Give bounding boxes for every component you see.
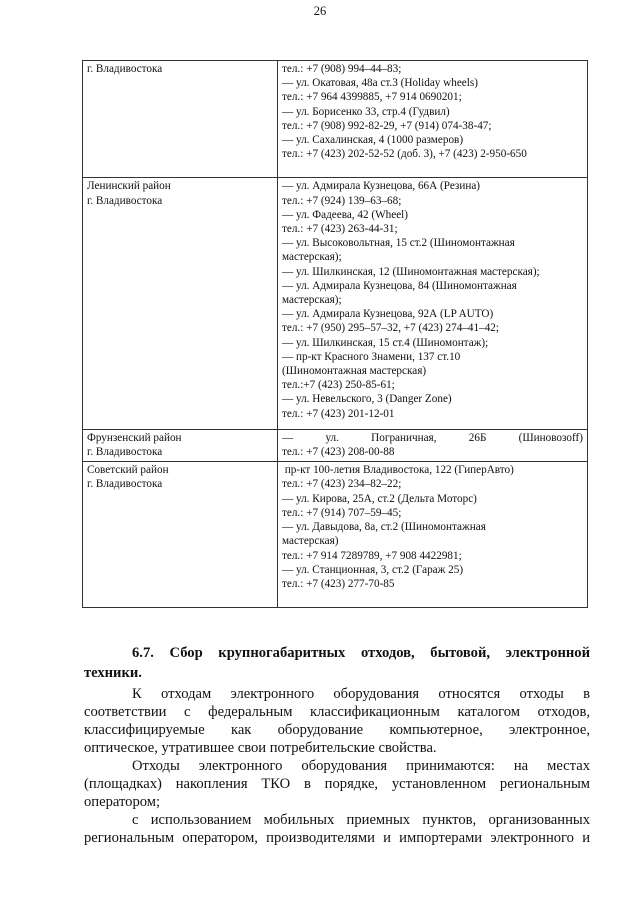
- section-heading-line: техники.: [84, 665, 142, 681]
- paragraph-line: Отходы электронного оборудования принимаются: на местах: [132, 758, 590, 774]
- district-line: г. Владивостока: [87, 63, 163, 75]
- table-row: [83, 429, 588, 461]
- address-line: — ул. Борисенко 33, стр.4 (Гудвил): [282, 105, 450, 118]
- district-line: г. Владивостока: [87, 478, 163, 491]
- address-line: тел.: +7 (423) 277-70-85: [282, 577, 395, 590]
- page-number: 26: [313, 4, 327, 18]
- section-heading: [84, 643, 590, 683]
- address-line: — ул. Высоковольтная, 15 ст.2 (Шиномонтажная: [282, 237, 515, 250]
- address-line: (Шиномонтажная мастерская): [282, 365, 427, 378]
- address-line: тел.: +7 (908) 994–44–83;: [282, 63, 402, 75]
- address-cell: [278, 178, 588, 429]
- address-line: тел.: +7 (914) 707–59–45;: [282, 506, 402, 519]
- paragraph-line: региональным оператором, производителями и импортерами электронного и: [84, 830, 590, 846]
- section-heading-line: 6.7. Сбор крупногабаритных отходов, бытовой, электронной: [132, 645, 590, 661]
- district-cell: [83, 178, 278, 429]
- address-line: тел.: +7 (423) 208-00-88: [282, 446, 395, 459]
- paragraph-line: К отходам электронного оборудования относятся отходы в: [132, 686, 590, 702]
- address-line: — ул. Шилкинская, 12 (Шиномонтажная мастерская);: [282, 265, 540, 278]
- paragraph-acceptance: [84, 757, 590, 811]
- blank-line: [282, 161, 583, 175]
- address-cell: [278, 429, 588, 461]
- address-line: тел.: +7 (924) 139–63–68;: [282, 194, 402, 207]
- address-line: тел.: +7 964 4399885, +7 914 0690201;: [282, 91, 462, 104]
- blank-line: [282, 421, 583, 427]
- address-line: тел.: +7 (423) 263-44-31;: [282, 223, 398, 236]
- address-line: тел.: +7 (423) 202-52-52 (доб. 3), +7 (423) 2-950-650: [282, 148, 527, 161]
- address-line: мастерская): [282, 535, 339, 548]
- address-cell: [278, 462, 588, 608]
- district-cell: [83, 429, 278, 461]
- address-line: — пр-кт Красного Знамени, 137 ст.10: [282, 350, 461, 363]
- address-line: — ул. Фадеева, 42 (Wheel): [282, 208, 409, 221]
- address-line: — ул. Адмирала Кузнецова, 92А (LP AUTO): [282, 308, 494, 321]
- district-line: Ленинский район: [87, 180, 171, 193]
- district-line: г. Владивостока: [87, 194, 163, 207]
- address-line: пр-кт 100-летия Владивостока, 122 (ГиперАвто): [282, 464, 514, 477]
- address-line: тел.:+7 (423) 250-85-61;: [282, 379, 395, 392]
- paragraph-line: (площадках) накопления ТКО в порядке, установленном региональным: [84, 776, 590, 792]
- address-line: — ул. Пограничная, 26Б (Шиновозoff): [282, 431, 583, 444]
- address-line: — ул. Станционная, 3, ст.2 (Гараж 25): [282, 563, 464, 576]
- table-row: [83, 462, 588, 608]
- tire-service-table: [82, 60, 588, 608]
- address-line: тел.: +7 (950) 295–57–32, +7 (423) 274–41–42;: [282, 322, 499, 335]
- paragraph-mobile-points: [84, 811, 590, 847]
- district-cell: [83, 462, 278, 608]
- address-line: тел.: +7 (423) 201-12-01: [282, 407, 395, 420]
- address-line: — ул. Шилкинская, 15 ст.4 (Шиномонтаж);: [282, 336, 489, 349]
- address-line: — ул. Адмирала Кузнецова, 84 (Шиномонтажная: [282, 279, 517, 292]
- blank-line: [282, 591, 583, 605]
- paragraph-line: оптическое, утратившее свои потребительские свойства.: [84, 740, 437, 756]
- address-line: — ул. Кирова, 25А, ст.2 (Дельта Моторс): [282, 492, 477, 505]
- paragraph-line: оператором;: [84, 794, 161, 810]
- district-line: Советский район: [87, 464, 169, 477]
- address-line: тел.: +7 (908) 992-82-29, +7 (914) 074-38-47;: [282, 119, 492, 132]
- address-line: тел.: +7 914 7289789, +7 908 4422981;: [282, 549, 462, 562]
- address-cell: [278, 61, 588, 178]
- paragraph-line: классифицируемые как оборудование компьютерное, электронное,: [84, 722, 590, 738]
- address-line: мастерская);: [282, 294, 342, 307]
- address-line: — ул. Давыдова, 8а, ст.2 (Шиномонтажная: [282, 521, 486, 534]
- paragraph-line: соответствии с федеральным классификационным каталогом отходов,: [84, 704, 590, 720]
- address-line: — ул. Невельского, 3 (Danger Zone): [282, 393, 452, 406]
- table-row: [83, 178, 588, 429]
- address-line: тел.: +7 (423) 234–82–22;: [282, 478, 402, 491]
- district-line: Фрунзенский район: [87, 431, 182, 444]
- paragraph-line: с использованием мобильных приемных пунктов, организованных: [132, 812, 590, 828]
- paragraph-electronic-waste: [84, 685, 590, 757]
- district-line: г. Владивостока: [87, 446, 163, 459]
- address-line: — ул. Адмирала Кузнецова, 66А (Резина): [282, 180, 481, 193]
- district-cell: [83, 61, 278, 178]
- address-line: мастерская);: [282, 251, 342, 264]
- address-line: — ул. Окатовая, 48а ст.3 (Holiday wheels): [282, 77, 478, 90]
- table-row: [83, 61, 588, 178]
- address-line: — ул. Сахалинская, 4 (1000 размеров): [282, 134, 464, 147]
